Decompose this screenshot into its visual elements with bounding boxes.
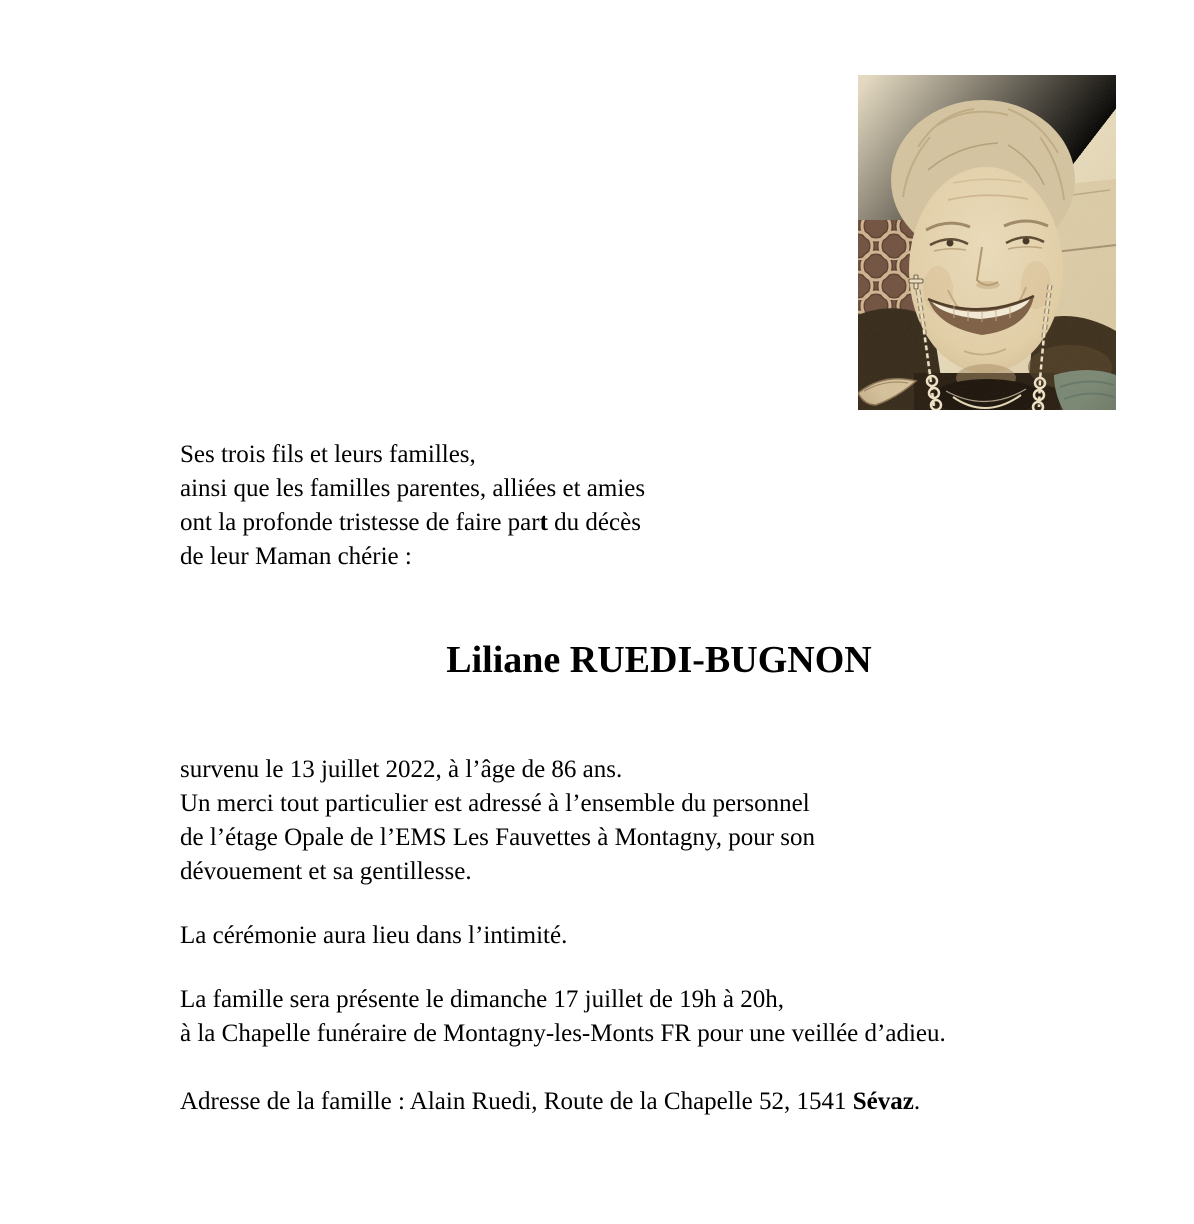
vigil-line-2: à la Chapelle funéraire de Montagny-les-Monts FR pour une veillée d’adieu. — [180, 1020, 946, 1047]
family-address-line: Adresse de la famille : Alain Ruedi, Route de la Chapelle 52, 1541 Sévaz. — [180, 1088, 921, 1115]
details-line-4: dévouement et sa gentillesse. — [180, 858, 472, 885]
details-paragraph — [180, 753, 815, 889]
address-bold-city: Sévaz — [852, 1088, 914, 1115]
portrait-photo-image — [858, 75, 1116, 410]
deceased-name: Liliane RUEDI-BUGNON — [446, 639, 872, 681]
details-line-1: survenu le 13 juillet 2022, à l’âge de 86 ans. — [180, 756, 623, 783]
vigil-paragraph — [180, 983, 946, 1051]
details-line-2: Un merci tout particulier est adressé à l’ensemble du personnel — [180, 790, 810, 817]
details-line-3: de l’étage Opale de l’EMS Les Fauvettes à Montagny, pour son — [180, 824, 816, 851]
intro-line-2: ainsi que les familles parentes, alliées et amies — [180, 475, 646, 502]
intro-paragraph — [180, 438, 645, 574]
intro-line-4: de leur Maman chérie : — [180, 543, 412, 570]
vigil-line-1: La famille sera présente le dimanche 17 juillet de 19h à 20h, — [180, 986, 784, 1013]
intro-line-3: ont la profonde tristesse de faire part du décès — [180, 509, 641, 536]
portrait-photo — [858, 75, 1116, 410]
intro-line-1: Ses trois fils et leurs familles, — [180, 441, 476, 468]
ceremony-line: La cérémonie aura lieu dans l’intimité. — [180, 922, 568, 949]
